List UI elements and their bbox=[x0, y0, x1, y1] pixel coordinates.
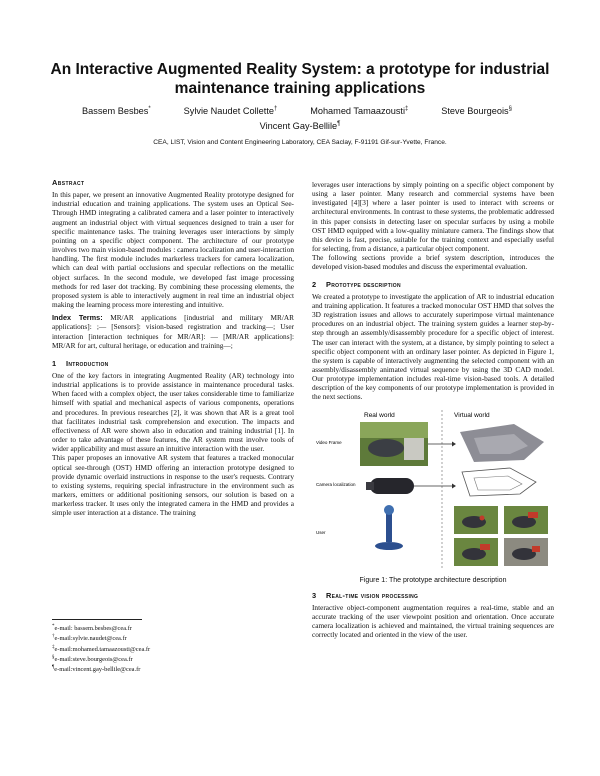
hmd-device-image bbox=[366, 478, 414, 494]
augmented-frame-4 bbox=[504, 538, 548, 566]
author-3: Mohamed Tamaazousti‡ bbox=[310, 106, 409, 117]
left-column bbox=[52, 178, 294, 517]
user-laser-pointer-image bbox=[375, 505, 403, 550]
abstract-text: In this paper, we present an innovative Augmented Reality prototype designed for industrial education and training applications. The system uses an Optical See-Through HMD integrating a calibrated camera and a laser pointer to interactively augment an industrial object with virtual sequences designed to train a user for specific maintenance tasks. The training leverages user interactions by simply pointing on a specific object component. The architecture of our prototype involves two main vision-based modules : camera localization and user-interaction handling. The first module includes markerless trackers for camera localization, which can deal with partial occlusions and specular reflections on the metallic object surfaces. In the second module, we developed fast image processing methods for red laser dot tracking. By combining these processing elements, the proposed system is able to interactively augment in real time an industrial object making the learning process more interesting and intuitive. bbox=[52, 190, 294, 310]
architecture-diagram bbox=[314, 408, 552, 570]
figure-1 bbox=[314, 408, 552, 570]
row-label-camera-localization: Camera localization bbox=[316, 481, 356, 487]
author-row-1 bbox=[40, 103, 560, 118]
section-2-heading: 2 Prototype description bbox=[312, 279, 401, 289]
section-3-heading: 3 Real-time vision processing bbox=[312, 590, 419, 600]
row-label-user: User bbox=[316, 529, 326, 535]
footnotes bbox=[52, 619, 294, 675]
section-1-paragraph-1: One of the key factors in integrating Augmented Reality (AR) technology into industrial applications is to provide assistance in maintenance procedural tasks. When faced with a complex object, the user takes considerable time to familiarize himself with spatial and mechanical aspects of various components, operations and procedures. In previous researches [2], it was shown that AR is a great tool that facilitates industrial task comprehension and execution. The impacts and effectiveness of AR were shown also in education and training industrial [1]. In order to take advantage of these features, the AR system must involve tools of wider applicability and must assure an intuitive interaction with the user. bbox=[52, 370, 294, 454]
figure-1-caption: Figure 1: The prototype architecture description bbox=[359, 576, 507, 584]
footnote-3: ‡e-mail:mohamed.tamaazousti@cea.fr bbox=[52, 644, 151, 653]
footnote-2: †e-mail:sylvie.naudet@cea.fr bbox=[52, 634, 127, 643]
virtual-wireframe-model bbox=[462, 468, 536, 496]
section-1-paragraph-2: This paper proposes an innovative AR system that features a tracked monocular optical see-through (OST) HMD offering an interaction prototype designed to provide dynamic overlaid instructions in response to the user's requests. Contrary to existing systems, requiring special infrastructure in the environment such as markers, emitters or additional positioning sensors, our solution is based on a markerless tracker. It uses only the integrated camera in the HMD and provides a simple user interaction at a distance. The training bbox=[52, 453, 294, 518]
author-1: Bassem Besbes* bbox=[82, 106, 151, 117]
index-terms: Index Terms: MR/AR applications [industrial and military MR/AR applications]: ;— [Sensors]: vision-based registration and tracking—; User interaction [interaction techniques for MR/AR]: — [MR/AR applications]: MR/AR for art, cultural heritage, or education and training—; bbox=[52, 313, 294, 350]
author-5: Vincent Gay-Bellile¶ bbox=[259, 121, 341, 132]
label-real-world: Real world bbox=[364, 411, 395, 419]
footnote-1: *e-mail: bassem.besbes@cea.fr bbox=[52, 624, 132, 633]
section-3-paragraph: Interactive object-component augmentation requires a real-time, stable and an accurate tracking of the user viewpoint position and orientation. Once accurate camera localization is achieved and maintained, the virtual training sequences are correctly located and oriented in the view of the user. bbox=[312, 602, 554, 640]
video-frame-photo bbox=[360, 422, 428, 466]
right-column bbox=[312, 180, 554, 640]
intro-continued-paragraph: leverages user interactions by simply pointing on a specific object component by using a laser pointer. Many research and commercial systems have been investigated [4][3] where a laser pointer is used to interact with screens or architectural environments. In contrast to these systems, the problematic addressed in this paper consists in detecting laser on specular surfaces by using a mobile OST HMD equipped with a low-quality miniature camera. The findings show that this device is fast, precise, suitable for the training context and especially useful for selecting, from a distance, a particular object component. bbox=[312, 180, 554, 254]
paper-title: An Interactive Augmented Reality System: a prototype for industrial maintenance training applications bbox=[50, 61, 550, 97]
affiliation: CEA, LIST, Vision and Content Engineering Laboratory, CEA Saclay, F-91191 Gif-sur-Yvette, France. bbox=[153, 139, 447, 146]
row-label-video-frame: Video Frame bbox=[316, 439, 342, 445]
footnote-rule bbox=[52, 619, 142, 620]
virtual-cad-model bbox=[460, 424, 544, 462]
author-2: Sylvie Naudet Collette† bbox=[183, 106, 278, 117]
label-virtual-world: Virtual world bbox=[454, 411, 490, 419]
footnote-5: ¶e-mail:vincent.gay-bellile@cea.fr bbox=[52, 665, 141, 674]
abstract-heading: Abstract bbox=[52, 178, 85, 187]
augmented-frame-1 bbox=[454, 506, 498, 534]
section-2-paragraph: We created a prototype to investigate the application of AR to industrial education and training application. It features a tracked monocular OST HMD that solves the 3D registration issues and allows to accurately superimpose virtual maintenance procedures on an industrial object. The training system guides a learner step-by-step through an assembly/disassembly procedure for a specific object of interest. The user can interact with the system, at a distance, by simply pointing to select a specific object component with an ordinary laser pointer. As depicted in Figure 1, the system is capable of interactively augmenting the selected component with an assembly/disassembly animated virtual sequence by using the 3D CAD model. Our prototype implementation includes real-time vision-based tools. A detailed description of the key components of our prototype implementation is provided in the next sections. bbox=[312, 291, 554, 402]
augmented-frame-3 bbox=[454, 538, 498, 566]
footnote-4: §e-mail:steve.bourgeois@cea.fr bbox=[52, 654, 133, 664]
section-1-heading: 1 Introduction bbox=[52, 358, 109, 368]
intro-summary-paragraph: The following sections provide a brief system description, introduces the developed vision-based modules and discuss the experimental evaluation. bbox=[312, 253, 554, 272]
augmented-frame-2 bbox=[504, 506, 548, 534]
author-4: Steve Bourgeois§ bbox=[441, 106, 512, 117]
author-row-2 bbox=[40, 118, 560, 133]
author-list bbox=[40, 103, 560, 133]
